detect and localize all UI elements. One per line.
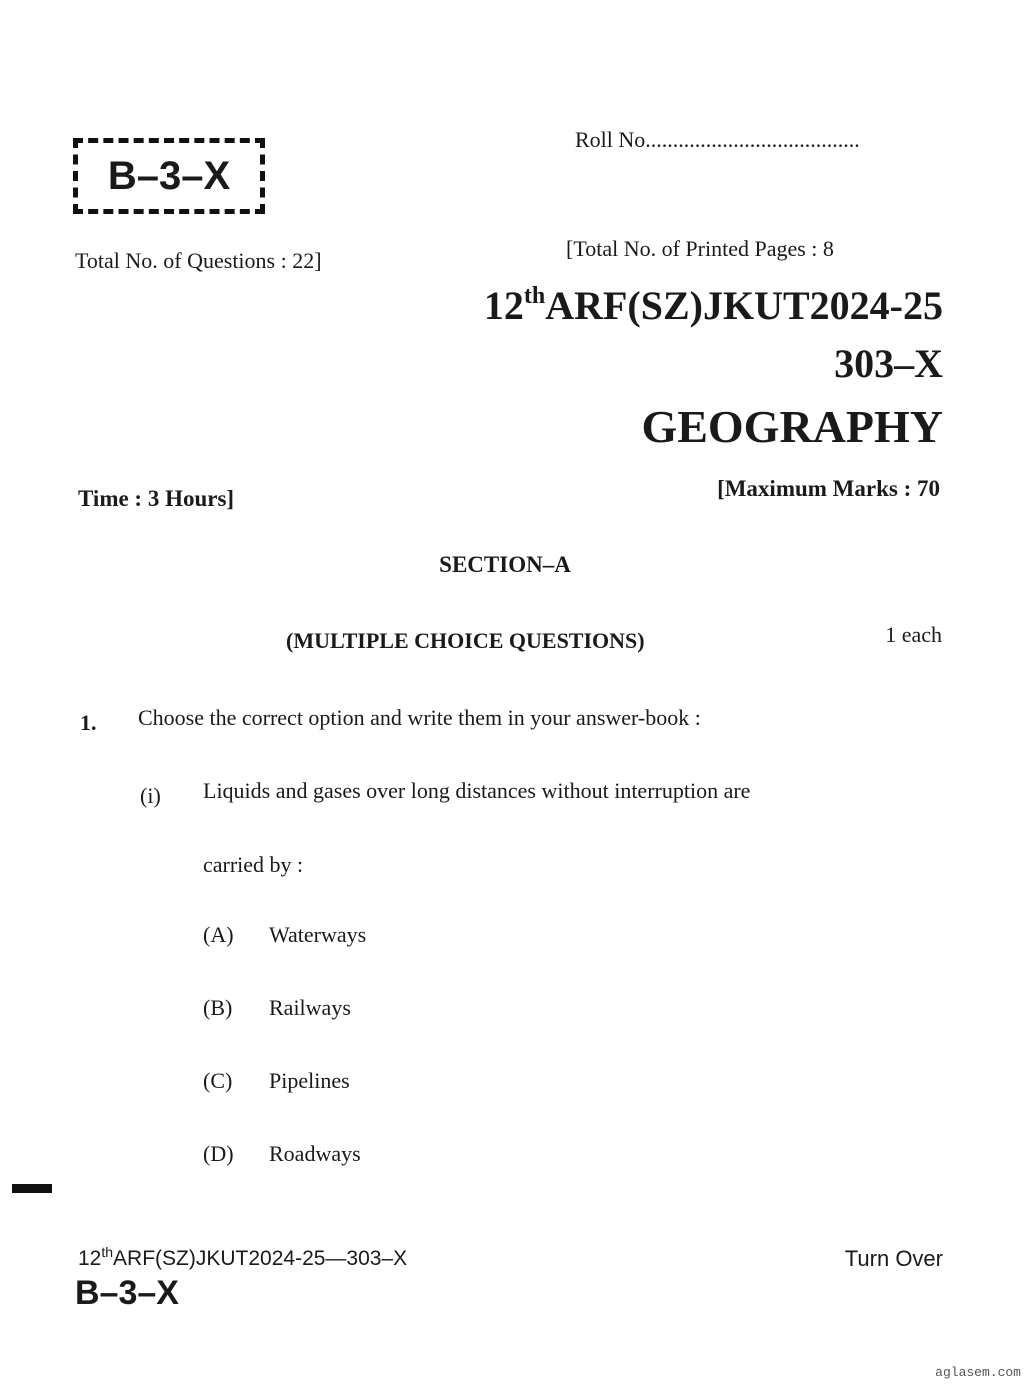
marks-each: 1 each	[885, 622, 942, 647]
footer-booklet-code: B–3–X	[75, 1274, 179, 1312]
footer-exam-code	[78, 1244, 407, 1271]
footer-code-prefix: 12	[78, 1247, 102, 1270]
watermark: aglasem.com	[935, 1365, 1021, 1380]
subquestion-text-line1: Liquids and gases over long distances without interruption are	[203, 778, 751, 803]
option-text: Waterways	[269, 922, 367, 947]
question-text: Choose the correct option and write them in your answer-book :	[138, 705, 701, 730]
time-allowed: Time : 3 Hours]	[78, 486, 235, 511]
subquestion-text-line2: carried by :	[203, 852, 304, 877]
option-a	[203, 922, 366, 948]
paper-code: 303–X	[834, 341, 943, 386]
exam-code-prefix: 12	[483, 283, 524, 328]
option-label: (B)	[203, 995, 233, 1020]
total-questions: Total No. of Questions : 22]	[75, 248, 322, 273]
option-label: (C)	[203, 1068, 233, 1093]
maximum-marks: [Maximum Marks : 70	[717, 476, 940, 501]
option-label: (A)	[203, 922, 234, 947]
exam-code	[484, 282, 943, 329]
option-b	[203, 995, 351, 1021]
footer-code-rest: ARF(SZ)JKUT2024-25—303–X	[113, 1247, 408, 1270]
option-text: Railways	[269, 995, 351, 1020]
section-title: SECTION–A	[439, 552, 571, 577]
option-label: (D)	[203, 1141, 234, 1166]
exam-code-sup: th	[523, 283, 546, 309]
subquestion-number: (i)	[140, 783, 161, 808]
booklet-code: B–3–X	[107, 153, 231, 198]
question-number: 1.	[80, 710, 97, 735]
roll-number-field: Roll No.......................................	[575, 127, 860, 152]
total-pages: [Total No. of Printed Pages : 8	[566, 236, 834, 261]
margin-mark	[12, 1184, 52, 1193]
option-text: Pipelines	[269, 1068, 350, 1093]
subject-title: GEOGRAPHY	[641, 401, 943, 452]
booklet-code-box	[73, 138, 265, 214]
option-text: Roadways	[269, 1141, 361, 1166]
option-d	[203, 1141, 361, 1167]
footer-code-sup: th	[101, 1244, 114, 1260]
option-c	[203, 1068, 350, 1094]
turn-over: Turn Over	[844, 1246, 943, 1271]
section-subtitle: (MULTIPLE CHOICE QUESTIONS)	[286, 628, 645, 653]
exam-code-rest: ARF(SZ)JKUT2024-25	[545, 283, 943, 328]
